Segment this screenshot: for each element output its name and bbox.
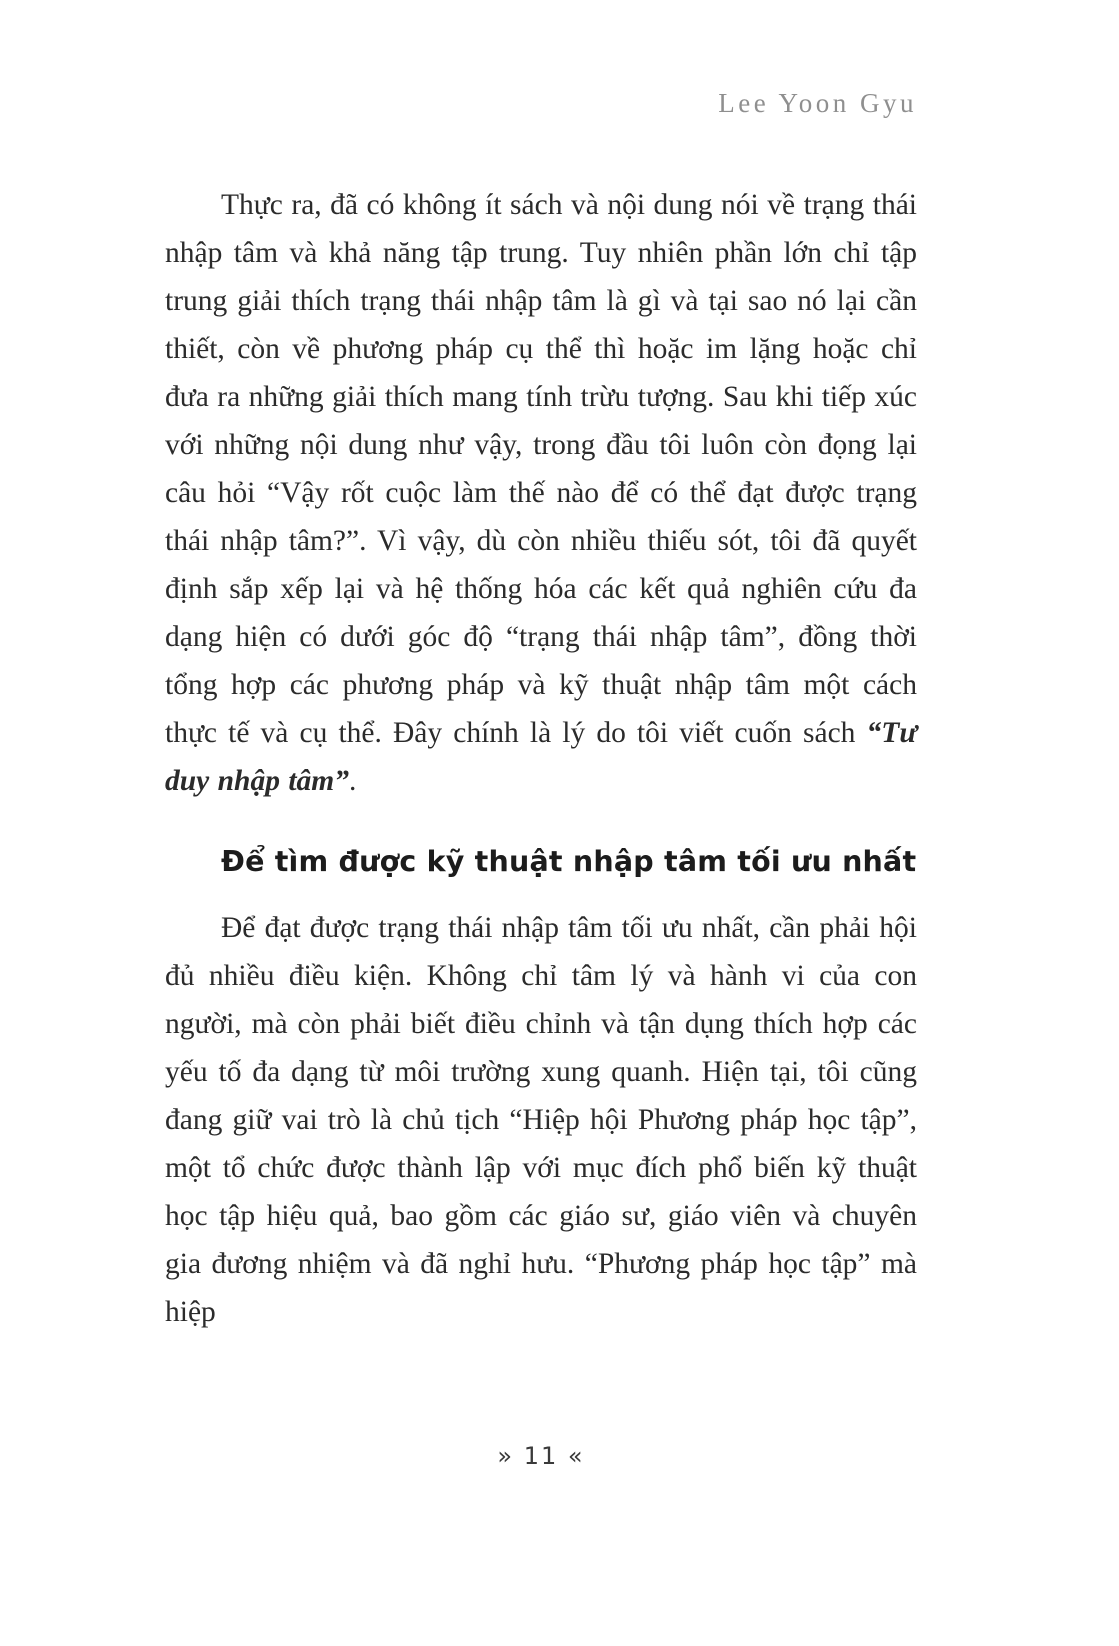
content-column (165, 0, 917, 1646)
paragraph-1-tail: . (348, 765, 357, 797)
paragraph-1 (165, 181, 917, 805)
page-number: » 11 « (497, 1442, 585, 1470)
book-title-emphasis: “Tư duy nhập tâm” (165, 717, 917, 797)
section-heading: Để tìm được kỹ thuật nhập tâm tối ưu nhất (221, 845, 917, 878)
paragraph-1-text: Thực ra, đã có không ít sách và nội dung nói về trạng thái nhập tâm và khả năng tập trung. Tuy nhiên phần lớn chỉ tập trung giải thích trạng thái nhập tâm là gì và tại sao nó lại cần thiết, còn về phương pháp cụ thể thì hoặc im lặng hoặc chỉ đưa ra những giải thích mang tính trừu tượng. Sau khi tiếp xúc với những nội dung như vậy, trong đầu tôi luôn còn đọng lại câu hỏi “Vậy rốt cuộc làm thế nào để có thể đạt được trạng thái nhập tâm?”. Vì vậy, dù còn nhiều thiếu sót, tôi đã quyết định sắp xếp lại và hệ thống hóa các kết quả nghiên cứu đa dạng hiện có dưới góc độ “trạng thái nhập tâm”, đồng thời tổng hợp các phương pháp và kỹ thuật nhập tâm một cách thực tế và cụ thể. Đây chính là lý do tôi viết cuốn sách (165, 189, 917, 749)
running-header-author: Lee Yoon Gyu (718, 88, 917, 118)
paragraph-2: Để đạt được trạng thái nhập tâm tối ưu nhất, cần phải hội đủ nhiều điều kiện. Không chỉ tâm lý và hành vi của con người, mà còn phải biết điều chỉnh và tận dụng thích hợp các yếu tố đa dạng từ môi trường xung quanh. Hiện tại, tôi cũng đang giữ vai trò là chủ tịch “Hiệp hội Phương pháp học tập”, một tổ chức được thành lập với mục đích phổ biến kỹ thuật học tập hiệu quả, bao gồm các giáo sư, giáo viên và chuyên gia đương nhiệm và đã nghỉ hưu. “Phương pháp học tập” mà hiệp (165, 912, 917, 1328)
